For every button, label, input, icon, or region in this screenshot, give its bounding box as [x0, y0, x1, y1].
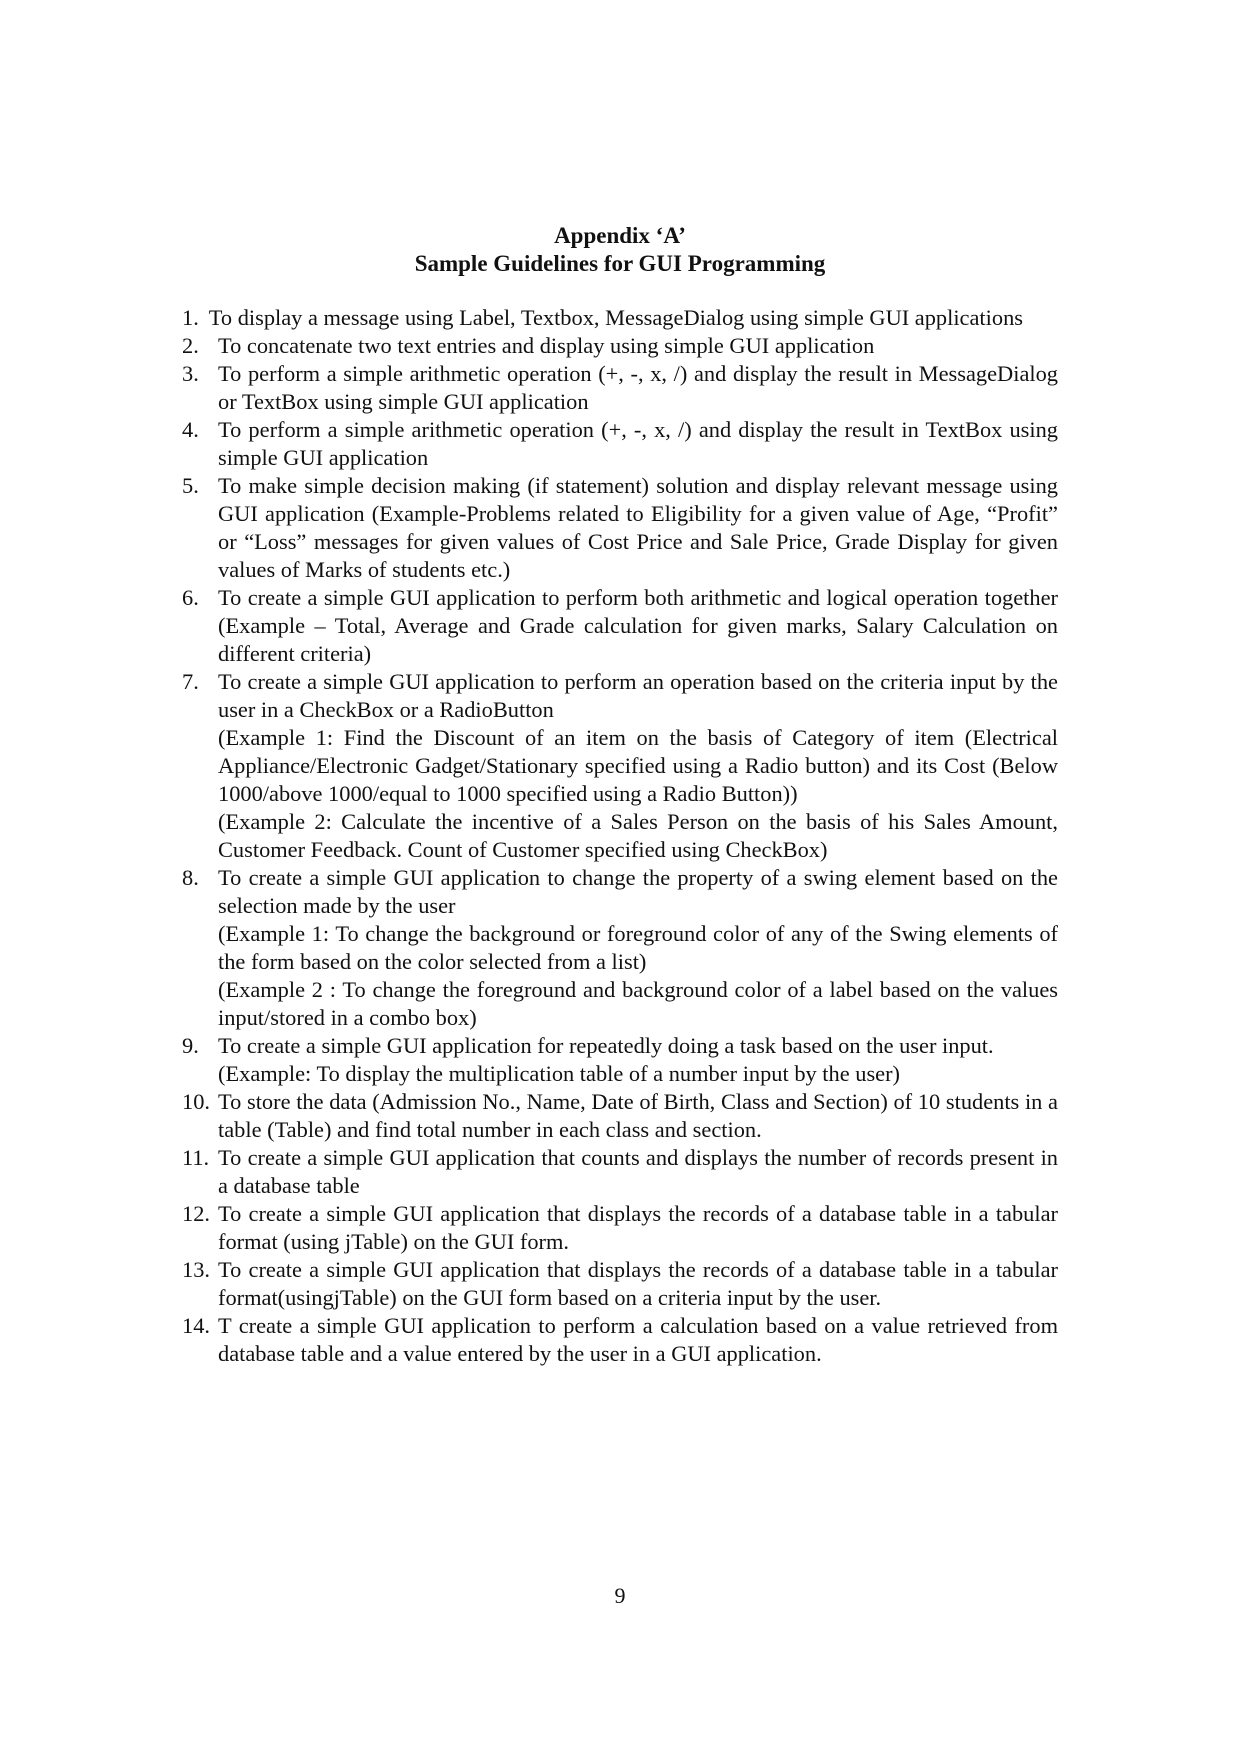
list-item-text: To concatenate two text entries and display using simple GUI application [218, 333, 875, 358]
list-item [182, 1032, 1058, 1088]
list-item-number: 5. [182, 473, 199, 498]
list-item [182, 584, 1058, 668]
list-item-number: 14. [182, 1313, 210, 1338]
document-subtitle: Sample Guidelines for GUI Programming [414, 251, 826, 276]
list-item-number: 8. [182, 865, 199, 890]
list-item [182, 864, 1058, 1032]
list-item [182, 668, 1058, 864]
list-item-text: To create a simple GUI application for repeatedly doing a task based on the user input. [218, 1033, 994, 1058]
list-item-text: T create a simple GUI application to perform a calculation based on a value retrieved from database table and a value entered by the user in a GUI application. [218, 1313, 1058, 1366]
list-item-text: To create a simple GUI application to perform an operation based on the criteria input by the user in a CheckBox or a RadioButton [218, 669, 1058, 722]
page-number: 9 [614, 1583, 626, 1608]
list-item-text: To create a simple GUI application to change the property of a swing element based on the selection made by the user [218, 865, 1058, 918]
list-item-example: (Example 1: To change the background or foreground color of any of the Swing elements of the form based on the color selected from a list) [218, 921, 1058, 974]
list-item-example: (Example 1: Find the Discount of an item on the basis of Category of item (Electrical Appliance/Electronic Gadget/Stationary specified using a Radio button) and its Cost (Below 1000/above 1000/equal to 1000 specified using a Radio Button)) [218, 725, 1058, 806]
list-item [182, 472, 1058, 584]
list-item-number: 12. [182, 1201, 210, 1226]
list-item-number: 6. [182, 585, 199, 610]
list-item-text: To store the data (Admission No., Name, Date of Birth, Class and Section) of 10 students in a table (Table) and find total number in each class and section. [218, 1089, 1058, 1142]
list-item-number: 7. [182, 669, 199, 694]
list-item-text: To create a simple GUI application that displays the records of a database table in a tabular format (using jTable) on the GUI form. [218, 1201, 1058, 1254]
list-item-text [182, 304, 1058, 332]
list-item-text: To create a simple GUI application that displays the records of a database table in a tabular format(usingjTable) on the GUI form based on a criteria input by the user. [218, 1257, 1058, 1310]
list-item-example: (Example 2: Calculate the incentive of a Sales Person on the basis of his Sales Amount, Customer Feedback. Count of Customer specified using CheckBox) [218, 809, 1058, 862]
list-item [182, 304, 1058, 332]
list-item-number: 2. [182, 333, 199, 358]
list-item-number: 9. [182, 1033, 199, 1058]
list-item-example: (Example 2 : To change the foreground and background color of a label based on the values input/stored in a combo box) [218, 977, 1058, 1030]
list-item-text-content: To display a message using Label, Textbox, MessageDialog using simple GUI applications [208, 305, 1023, 330]
list-item-example: (Example: To display the multiplication table of a number input by the user) [218, 1061, 901, 1086]
guidelines-list [182, 304, 1058, 1368]
list-item-text: To make simple decision making (if statement) solution and display relevant message using GUI application (Example-Problems related to Eligibility for a given value of Age, “Profit” or “Loss” messages for given values of Cost Price and Sale Price, Grade Display for given values of Marks of students etc.) [218, 473, 1058, 582]
list-item [182, 1144, 1058, 1200]
list-item [182, 1200, 1058, 1256]
list-item-text: To perform a simple arithmetic operation (+, -, x, /) and display the result in MessageDialog or TextBox using simple GUI application [218, 361, 1058, 414]
list-item-number: 1. [182, 305, 199, 330]
list-item-number: 13. [182, 1257, 210, 1282]
list-item-number: 3. [182, 361, 199, 386]
list-item-text: To create a simple GUI application to perform both arithmetic and logical operation together (Example – Total, Average and Grade calculation for given marks, Salary Calculation on different criteria) [218, 585, 1058, 666]
list-item [182, 332, 1058, 360]
list-item [182, 360, 1058, 416]
list-item-text: To perform a simple arithmetic operation (+, -, x, /) and display the result in TextBox using simple GUI application [218, 417, 1058, 470]
list-item [182, 1088, 1058, 1144]
appendix-title: Appendix ‘A’ [554, 223, 686, 248]
list-item-number: 10. [182, 1089, 210, 1114]
list-item-text: To create a simple GUI application that counts and displays the number of records present in a database table [218, 1145, 1058, 1198]
list-item-number: 11. [182, 1145, 210, 1170]
list-item [182, 1256, 1058, 1312]
list-item [182, 1312, 1058, 1368]
list-item-number: 4. [182, 417, 199, 442]
list-item [182, 416, 1058, 472]
